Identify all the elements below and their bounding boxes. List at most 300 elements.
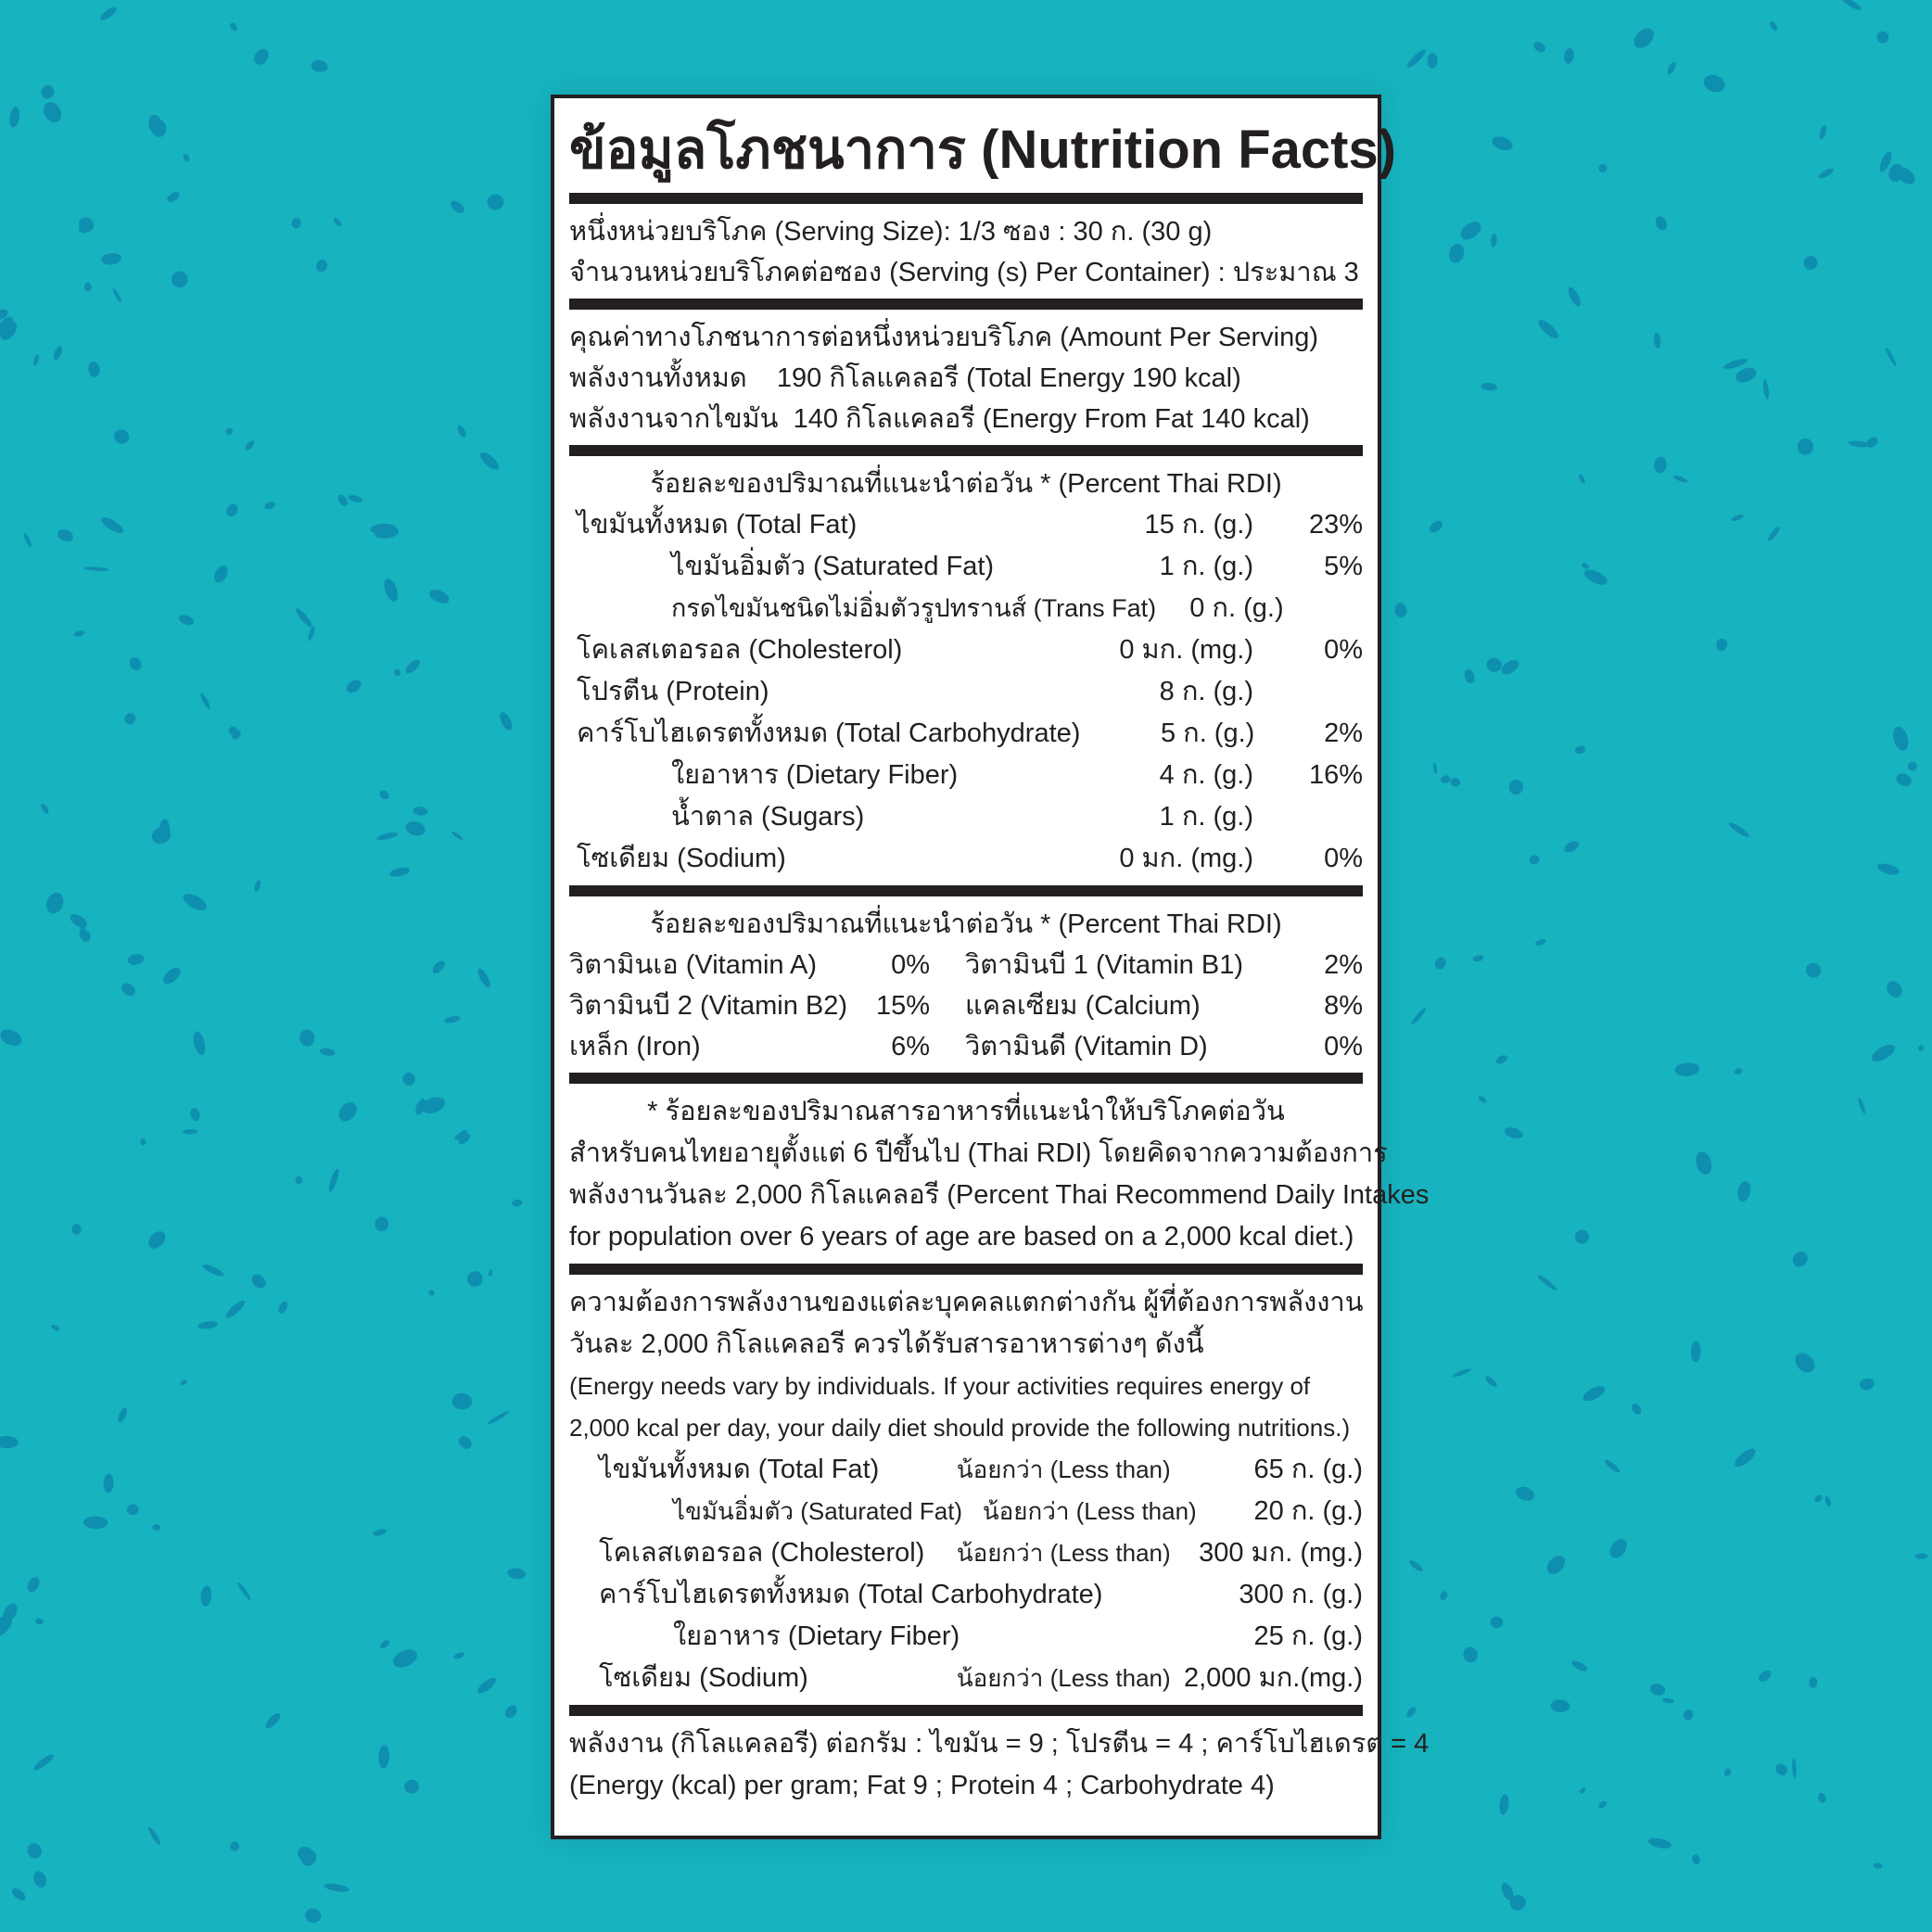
energy-per-gram: (Energy (kcal) per gram; Fat 9 ; Protein 4 ; Carbohydrate 4) [569,1771,1275,1800]
daily-value-amount: 300 มก. (mg.) [1199,1538,1363,1568]
speckle [1762,379,1770,400]
speckle [402,1072,416,1086]
speckle [294,606,314,629]
vitamin-name: วิตามินบี 1 (Vitamin B1) [964,950,1243,980]
speckle [1824,1495,1833,1507]
speckle [379,1638,391,1650]
daily-value-name: โคเลสเตอรอล (Cholesterol) [599,1538,925,1568]
vitamin-name: แคลเซียม (Calcium) [964,991,1201,1021]
speckle [1791,1349,1819,1377]
speckle [236,1582,252,1601]
speckle [201,1263,225,1278]
speckle [1691,1853,1701,1865]
speckle [1818,124,1828,140]
speckle [1840,0,1862,12]
speckle [404,820,427,838]
speckle [1648,1682,1666,1697]
speckle [146,1825,162,1846]
nutrient-amount: 1 ก. (g.) [1159,802,1253,832]
speckle [1582,566,1610,588]
speckle [1817,1792,1827,1804]
nutrient-percent: 2% [1324,718,1363,748]
servings-per-container: จำนวนหน่วยบริโภคต่อซอง (Serving (s) Per Container) : ประมาณ 3 [569,258,1359,287]
nutrient-amount: 0 ก. (g.) [1189,593,1284,623]
speckle [1481,382,1497,391]
speckle [388,866,411,879]
daily-value-row [569,1449,1363,1491]
speckle [152,1524,160,1530]
speckle [83,566,109,572]
daily-value-limit: น้อยกว่า (Less than) [982,1497,1197,1525]
speckle [476,1675,499,1696]
speckle [1734,1067,1744,1076]
speckle [1499,657,1521,678]
speckle [1405,47,1428,70]
speckle [378,1745,390,1769]
nutrient-percent: 0% [1324,844,1363,873]
speckle [1408,1558,1425,1573]
speckle [1884,347,1897,367]
speckle [1544,1552,1569,1577]
speckle [335,1099,360,1125]
speckle [1484,1375,1499,1389]
speckle [502,1703,519,1721]
nutrient-row [569,504,1363,546]
speckle [1797,438,1813,455]
speckle [1873,1862,1883,1870]
speckle [1472,954,1484,962]
speckle [1534,937,1547,947]
speckle [476,967,492,989]
speckle [146,1228,170,1252]
daily-value-name: ไขมันทั้งหมด (Total Fat) [599,1455,880,1484]
rdi-header: ร้อยละของปริมาณที่แนะนำต่อวัน * (Percent Thai RDI) [650,469,1282,499]
nutrient-row [569,546,1363,588]
daily-value-name: โซเดียม (Sodium) [599,1663,808,1693]
nutrient-amount: 0 มก. (mg.) [1119,844,1253,873]
speckle [1574,744,1586,755]
vitamin-percent: 2% [1324,950,1363,980]
speckle [25,1575,42,1595]
speckle [223,1298,247,1320]
speckle [390,1646,420,1671]
speckle [1817,167,1835,180]
speckle [140,1138,146,1146]
speckle [1875,31,1889,44]
footnote-line: * ร้อยละของปริมาณสารอาหารที่แนะนำให้บริโภคต่อวัน [647,1097,1285,1126]
speckle [456,1434,474,1452]
daily-value-row [569,1574,1363,1616]
speckle [1907,761,1918,772]
speckle [1732,1445,1758,1469]
speckle [87,361,100,378]
speckle [1631,24,1659,51]
speckle [344,678,363,696]
daily-value-limit: น้อยกว่า (Less than) [956,1455,1171,1483]
speckle [413,807,427,816]
speckle [311,59,329,73]
speckle [99,515,125,536]
speckle [40,99,65,126]
vitamins-header: ร้อยละของปริมาณที่แนะนำต่อวัน * (Percent Thai RDI) [650,909,1282,939]
speckle [327,1168,341,1193]
speckle [1864,435,1880,450]
speckle [393,668,401,678]
nutrient-amount: 15 ก. (g.) [1144,510,1253,540]
speckle [1653,456,1668,475]
speckle [427,1289,436,1296]
speckle [126,1503,140,1516]
speckle [487,1410,510,1426]
speckle [191,1030,207,1056]
energy-needs-text: 2,000 kcal per day, your daily diet should provide the following nutritions.) [569,1414,1351,1442]
speckle [1491,233,1497,247]
nutrient-row [569,796,1363,838]
speckle [1735,1180,1752,1203]
nutrient-percent [1253,671,1363,713]
amount-per-serving-header: คุณค่าทางโภชนาการต่อหนึ่งหน่วยบริโภค (Amount Per Serving) [569,323,1318,352]
speckle [189,1107,201,1122]
daily-value-limit: น้อยกว่า (Less than) [956,1664,1171,1692]
speckle [68,911,89,931]
speckle [1570,1659,1589,1673]
speckle [211,563,231,585]
speckle [199,692,212,710]
speckle [73,629,84,637]
speckle [1857,1097,1866,1114]
speckle [1727,820,1750,839]
nutrient-row [569,671,1363,713]
speckle [71,1224,81,1235]
daily-value-name: ใยอาหาร (Dietary Fiber) [673,1621,960,1651]
nutrition-facts-panel [551,95,1430,1839]
speckle [1894,771,1913,789]
speckle [1662,1697,1674,1704]
speckle [224,502,239,518]
speckle [295,1176,302,1185]
speckle [1490,1616,1504,1629]
nutrient-name: โคเลสเตอรอล (Cholesterol) [577,635,903,665]
speckle [8,106,21,128]
daily-value-row [569,1658,1363,1699]
speckle [56,527,75,543]
speckle [177,613,195,627]
speckle [1457,218,1484,243]
nutrient-row [569,713,1363,755]
speckle [160,964,184,986]
speckle [1722,1767,1733,1777]
nutrient-name: คาร์โบไฮเดรตทั้งหมด (Total Carbohydrate) [577,718,1081,748]
speckle [127,655,144,673]
divider [569,445,1363,456]
total-energy: พลังงานทั้งหมด 190 กิโลแคลอรี (Total Energy 190 kcal) [569,363,1241,393]
speckle [1666,60,1678,75]
footnote-line: สำหรับคนไทยอายุตั้งแต่ 6 ปีขึ้นไป (Thai RDI) โดยคิดจากความต้องการ [569,1138,1388,1168]
speckle [382,577,400,604]
speckle [1766,526,1781,542]
speckle [1597,1799,1608,1809]
speckle [1566,286,1582,309]
speckle [488,1269,493,1277]
nutrient-percent: 0% [1324,635,1363,665]
nutrient-amount: 4 ก. (g.) [1159,760,1253,790]
speckle [224,426,234,436]
speckle [1859,1377,1875,1391]
divider [569,299,1363,310]
nutrient-name: กรดไขมันชนิดไม่อิ่มตัวรูปทรานส์ (Trans Fat) [671,594,1157,622]
speckle [1809,1676,1818,1688]
speckle [39,802,50,815]
speckle [1550,1699,1570,1713]
speckle [1452,1367,1471,1379]
speckle [1535,317,1560,341]
speckle [452,1651,465,1660]
speckle [1462,1646,1480,1665]
speckle [449,198,466,215]
speckle [419,1094,447,1116]
nutrient-amount: 5 ก. (g.) [1160,718,1255,748]
speckle [378,789,391,801]
speckle [292,218,301,229]
speckle [1578,474,1586,485]
daily-value-name: ไขมันอิ่มตัว (Saturated Fat) [673,1497,963,1525]
speckle [50,1324,60,1332]
speckle [444,1015,461,1024]
speckle [1439,1590,1449,1601]
speckle [200,1585,212,1607]
speckle [324,1882,350,1893]
nutrient-name: โปรตีน (Protein) [577,677,769,706]
speckle [1597,163,1608,173]
speckle [276,1300,289,1315]
speckle [111,287,122,303]
vitamin-percent: 6% [891,1032,930,1061]
speckle [1562,839,1581,855]
speckle [119,981,137,998]
speckle [1701,71,1727,95]
vitamin-name: วิตามินเอ (Vitamin A) [569,950,818,980]
speckle [1394,603,1407,617]
speckle [251,46,272,68]
speckle [76,214,96,235]
speckle [1432,762,1438,774]
speckle [183,1129,197,1135]
serving-size: หนึ่งหน่วยบริโภค (Serving Size): 1/3 ซอง : 30 ก. (30 g) [569,217,1213,247]
speckle [1603,1458,1621,1475]
speckle [117,1406,129,1423]
speckle [1410,1006,1428,1025]
speckle [0,1436,19,1449]
speckle [403,657,422,676]
speckle [1529,854,1541,865]
speckle [1914,1553,1927,1559]
speckle [228,21,238,32]
speckle [230,1841,240,1852]
daily-value-row [569,1616,1363,1658]
speckle [1672,474,1688,484]
speckle [32,354,40,366]
speckle [337,493,350,508]
speckle [1674,1061,1700,1076]
daily-value-limit: น้อยกว่า (Less than) [956,1539,1171,1567]
speckle [427,587,451,606]
speckle [1508,779,1524,795]
nutrient-percent: 5% [1324,552,1363,581]
speckle [98,5,119,21]
speckle [1813,1493,1824,1504]
speckle [1440,774,1451,784]
energy-needs-text: วันละ 2,000 กิโลแคลอรี ควรได้รับสารอาหารต่างๆ ดังนี้ [569,1329,1204,1359]
speckle [1773,1761,1790,1777]
speckle [39,83,57,101]
nutrient-amount: 8 ก. (g.) [1159,677,1253,706]
nutrient-name: โซเดียม (Sodium) [577,844,786,873]
speckle [403,1778,421,1795]
nutrient-row [569,588,1363,629]
speckle [1653,332,1661,349]
speckle [32,1869,49,1889]
speckle [10,1887,28,1903]
speckle [1563,47,1575,64]
speckle [22,532,33,548]
speckle [1803,960,1824,981]
speckle [456,425,468,439]
daily-value-amount: 2,000 มก.(mg.) [1183,1663,1363,1693]
speckle [1405,1705,1417,1719]
energy-needs-text: (Energy needs vary by individuals. If your activities requires energy of [569,1372,1311,1400]
speckle [451,830,464,841]
speckle [1917,1045,1925,1052]
nutrient-amount: 1 ก. (g.) [1159,552,1253,581]
nutrient-row [569,838,1363,880]
speckle [1514,1484,1536,1503]
divider-thick [569,193,1363,204]
speckle [307,625,316,642]
speckle [488,195,504,210]
speckle [122,711,137,726]
speckle [1579,1786,1586,1794]
speckle [103,1474,114,1493]
speckle [182,153,191,163]
speckle [1630,1402,1644,1417]
nutrient-name: ใยอาหาร (Dietary Fiber) [671,760,959,790]
vitamin-row [569,945,1363,985]
speckle [1428,518,1445,535]
speckle [1884,978,1905,1000]
speckle [168,268,191,291]
speckle [1682,1708,1695,1722]
speckle [430,959,447,975]
speckle [1532,40,1547,55]
daily-value-amount: 25 ก. (g.) [1253,1621,1363,1651]
speckle [1450,778,1461,787]
speckle [1792,1758,1798,1777]
speckle [373,1215,390,1233]
speckle [464,1268,486,1290]
speckle [1876,861,1901,877]
speckle [1691,1341,1701,1362]
energy-from-fat: พลังงานจากไขมัน 140 กิโลแคลอรี (Energy From Fat 140 kcal) [569,404,1310,434]
vitamin-name: วิตามินดี (Vitamin D) [964,1032,1208,1061]
speckle [299,1029,315,1048]
speckle [181,891,210,914]
speckle [1572,1227,1592,1247]
speckle [1490,133,1514,152]
speckle [263,1711,283,1731]
daily-value-row [569,1532,1363,1574]
speckle [1494,1053,1508,1065]
speckle [376,831,399,841]
speckle [35,1618,44,1624]
speckle [0,1026,24,1049]
nutrient-percent [1284,588,1363,629]
vitamin-percent: 15% [875,991,930,1021]
speckle [44,890,67,916]
speckle [180,1379,188,1385]
nutrient-percent: 16% [1308,760,1363,790]
daily-value-name: คาร์โบไฮเดรตทั้งหมด (Total Carbohydrate) [599,1580,1103,1609]
nutrient-percent [1253,796,1363,838]
footnote-line: for population over 6 years of age are based on a 2,000 kcal diet.) [569,1222,1354,1252]
speckle [1715,638,1728,653]
speckle [32,1752,56,1773]
speckle [1447,242,1467,265]
speckle [100,252,121,265]
speckle [1463,668,1477,685]
speckle [1478,1095,1488,1104]
vitamin-percent: 0% [891,950,930,980]
speckle [373,1528,388,1537]
speckle [1581,562,1590,570]
speckle [1789,1249,1811,1270]
speckle [1890,725,1911,753]
speckle [84,282,92,291]
speckle [497,710,515,732]
speckle [112,427,132,446]
speckle [127,953,146,966]
speckle [83,1516,108,1529]
speckle [1731,514,1745,523]
daily-value-row [569,1491,1363,1532]
speckle [165,190,181,204]
speckle [477,450,502,473]
vitamin-percent: 0% [1324,1032,1363,1061]
vitamin-row [569,1026,1363,1067]
speckle [1581,1383,1607,1404]
speckle [263,501,276,511]
panel-title: ข้อมูลโภชนาการ (Nutrition Facts) [569,120,1397,180]
divider [569,885,1363,896]
daily-value-amount: 65 ก. (g.) [1253,1455,1363,1484]
speckle [1869,1041,1897,1064]
vitamin-percent: 8% [1324,991,1363,1021]
speckle [319,1048,336,1057]
nutrient-name: ไขมันทั้งหมด (Total Fat) [577,510,858,540]
speckle [1694,1150,1715,1176]
speckle [1428,53,1438,69]
divider [569,1264,1363,1275]
speckle [244,439,256,452]
vitamin-row [569,985,1363,1026]
speckle [451,1393,472,1410]
nutrient-amount: 0 มก. (mg.) [1119,635,1253,665]
daily-value-amount: 300 ก. (g.) [1239,1580,1363,1609]
divider [569,1073,1363,1084]
speckle [1607,1536,1631,1561]
energy-needs-text: ความต้องการพลังงานของแต่ละบุคคลแตกต่างกัน ผู้ที่ต้องการพลังงาน [569,1288,1364,1317]
speckle [314,258,329,273]
vitamin-name: วิตามินบี 2 (Vitamin B2) [569,991,848,1021]
